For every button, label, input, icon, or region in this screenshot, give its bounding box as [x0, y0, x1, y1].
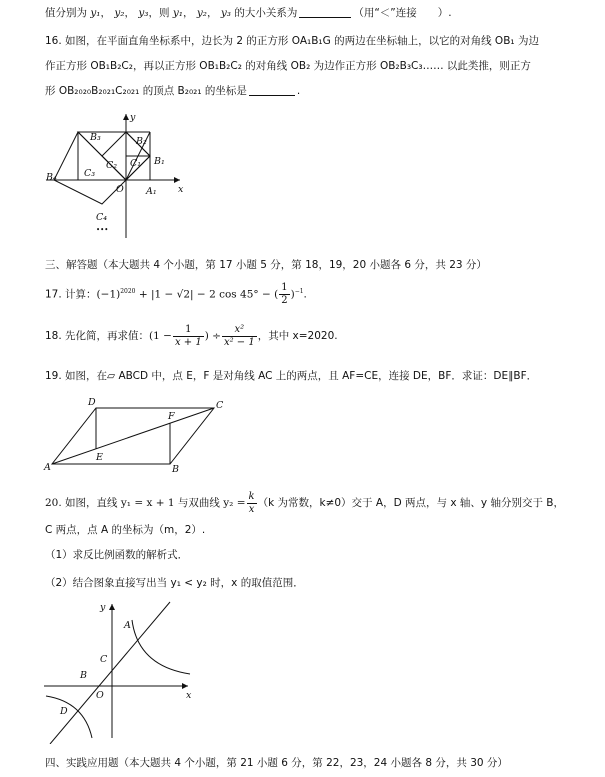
fig16-label-c2: C₂	[106, 160, 118, 171]
q17-line: 17. 计算：$(-1)^{2020} + |1 - √2| - 2$ cos 45° − ( $\frac{1}{2}$ )$^{-1}$.	[45, 282, 307, 306]
answer-blank	[249, 84, 295, 96]
q15-continuation-line: 值分别为 y₁， y₂， y₃，则 y₁， y₂， y₃ 的大小关系为 （用“＜”连接 ）.	[45, 7, 452, 19]
fig20-label-o: O	[96, 690, 104, 701]
q16-line-2: 作正方形 OB₁B₂C₂，再以正方形 OB₁B₂C₂ 的对角线 OB₂ 为边作正方形 OB₂B₃C₃…… 以此类推，则正方	[45, 60, 531, 72]
fig16-label-b3: B₃	[90, 132, 101, 143]
q20-part-2: （2）结合图象直接写出当 y₁ < y₂ 时，x 的取值范围．	[45, 577, 304, 589]
fig19-label-d: D	[88, 397, 96, 408]
fig19-label-a: A	[44, 462, 51, 473]
fig16-label-b4: B₄	[46, 172, 57, 183]
q18-line: 18. 先化简，再求值：(1 − $\frac{1}{x + 1}$ ) ÷ $\frac{\text{x²}}{\text{x² − 1}}$ ，其中 x=2020.	[45, 323, 338, 348]
section-4-heading: 四、实践应用题（本大题共 4 个小题，第 21 小题 6 分，第 22，23，24 小题各 8 分，共 30 分）	[45, 757, 508, 769]
fig16-label-b1: B₁	[154, 156, 165, 167]
q20-part-1: （1）求反比例函数的解析式．	[45, 549, 189, 561]
fig20-label-x: x	[186, 690, 192, 701]
q17-fraction: $\frac{1}{2}$	[281, 282, 288, 306]
fig16-label-y: y	[130, 112, 136, 123]
q16-line-1: 16. 如图，在平面直角坐标系中，边长为 2 的正方形 OA₁B₁G 的两边在坐标轴上，以它的对角线 OB₁ 为边	[45, 35, 539, 47]
fig16-label-c1: C₁	[130, 158, 142, 169]
fig19-label-f: F	[168, 411, 175, 422]
section-3-heading: 三、解答题（本大题共 4 个小题，第 17 小题 5 分，第 18，19，20 小题各 6 分，共 23 分）	[45, 259, 487, 271]
q19-line: 19. 如图，在▱ ABCD 中，点 E，F 是对角线 AC 上的两点，且 AF=CE，连接 DE，BF．求证：DE∥BF．	[45, 370, 538, 382]
q18-fraction-1: $\frac{1}{x + 1}$	[174, 323, 202, 348]
q18-fraction-2: $\frac{\text{x²}}{\text{x² − 1}}$	[223, 323, 255, 348]
fig16-label-o: O	[116, 184, 124, 195]
fig19-label-e: E	[96, 452, 103, 463]
figure-20-line-hyperbola	[40, 598, 200, 744]
q20-line-2: C 两点，点 A 的坐标为（m，2）.	[45, 524, 206, 536]
fig16-label-c3: C₃	[84, 168, 96, 179]
q20-line-1: 20. 如图，直线 y₁ = x + 1 与双曲线 y₂ = $\frac{k}{x}$ （k 为常数，k≠0）交于 A，D 两点，与 x 轴、y 轴分别交于 B，	[45, 490, 564, 515]
fig16-label-c4: C₄	[96, 212, 108, 223]
fig19-label-c: C	[216, 400, 224, 411]
fig20-label-d: D	[60, 706, 68, 717]
fig16-label-b2: B₂	[136, 136, 147, 147]
figure-16-squares	[40, 108, 190, 248]
fig19-label-b: B	[172, 464, 179, 474]
figure-19-parallelogram	[40, 392, 230, 474]
fig20-label-c: C	[100, 654, 108, 665]
q16-line-3: 形 OB₂₀₂₀B₂₀₂₁C₂₀₂₁ 的顶点 B₂₀₂₁ 的坐标是 .	[45, 85, 301, 97]
answer-blank	[299, 6, 351, 18]
fig20-label-a: A	[124, 620, 131, 631]
fig16-label-dots: •••	[96, 226, 109, 234]
fig20-label-y: y	[100, 602, 106, 613]
fig16-label-x: x	[178, 184, 184, 195]
fig16-label-a1: A₁	[146, 186, 157, 197]
q20-fraction-k-over-x: $\frac{k}{x}$	[248, 490, 255, 515]
fig20-label-b: B	[80, 670, 87, 681]
